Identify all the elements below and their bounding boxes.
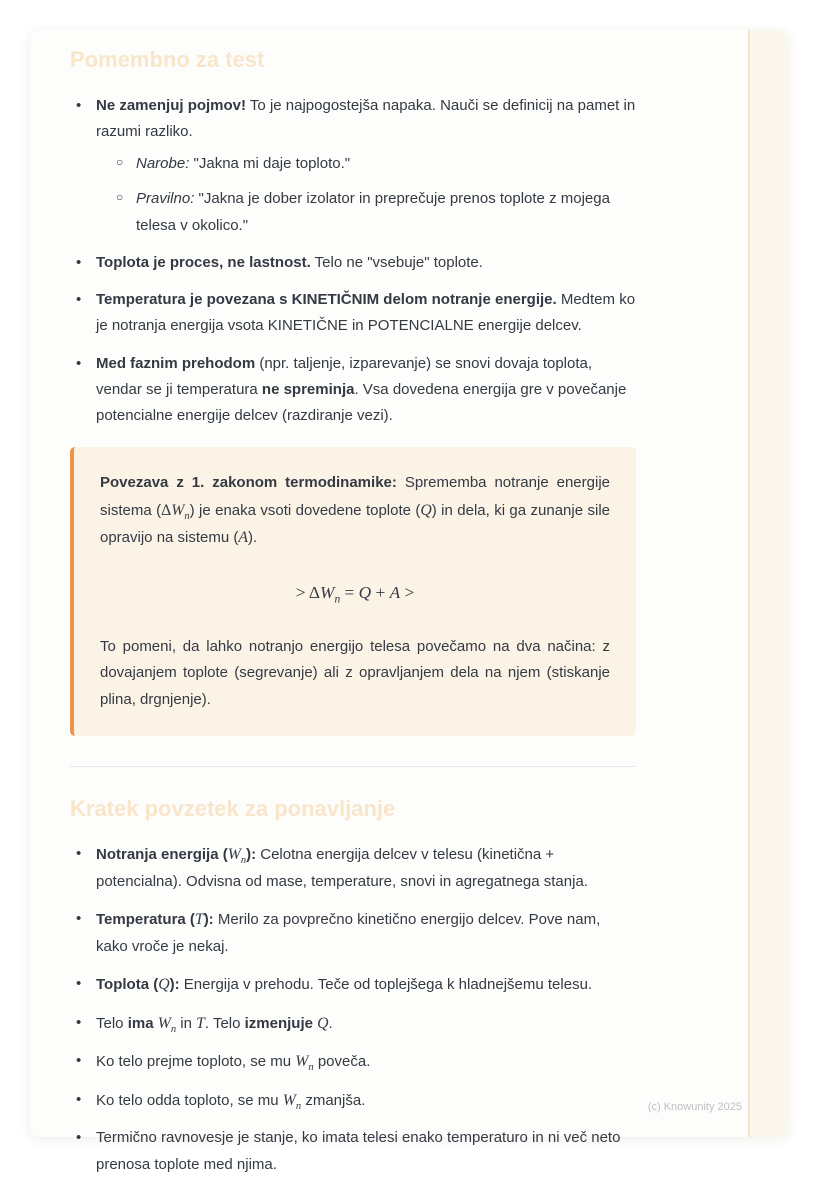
list-item [70, 93, 636, 239]
text-segment: + [371, 582, 390, 602]
text-segment: Ne zamenjuj pojmov! [96, 96, 247, 114]
text-segment: n [240, 855, 247, 867]
text-segment: Celotna energija delcev v telesu (kinetična + potencialna). Odvisna od mase, temperature, snovi in agregatnega stanja. [96, 846, 588, 890]
text-segment: ). [248, 529, 258, 547]
text-segment: in [176, 1014, 197, 1032]
bullet-list [70, 841, 636, 1177]
bullet-marker-icon: • [76, 96, 82, 114]
text-segment: ): [246, 846, 257, 864]
text-segment: n [295, 1100, 302, 1112]
sub-bullet-list [110, 151, 636, 239]
list-item-text [96, 1129, 620, 1172]
text-segment: T [194, 911, 204, 929]
text-segment: Pravilno: [136, 190, 195, 208]
text-segment: ): [169, 976, 180, 993]
bullet-marker-icon: • [76, 1129, 82, 1147]
text-segment: W [171, 501, 185, 519]
text-segment: = [340, 582, 359, 602]
list-item [70, 841, 636, 895]
callout-paragraph [100, 634, 610, 713]
text-segment: To je najpogostejša napaka. Nauči se definicij na pamet in razumi razliko. [96, 96, 636, 140]
bullet-marker-icon: • [76, 1013, 82, 1031]
text-segment: A [389, 582, 401, 602]
list-item [70, 1010, 636, 1038]
bullet-marker-icon: • [76, 845, 82, 863]
text-segment: "Jakna je dober izolator in preprečuje prenos toplote z mojega telesa v okolico." [136, 190, 610, 234]
callout-paragraph [100, 470, 610, 551]
list-item [70, 1048, 636, 1076]
text-segment: Medtem ko je notranja energija vsota KINETIČNE in POTENCIALNE energije delcev. [96, 291, 636, 335]
text-segment: n [308, 1062, 314, 1074]
text-segment: ): [203, 911, 214, 929]
list-item-text [96, 846, 588, 890]
list-item-text [96, 976, 592, 993]
list-item [110, 151, 636, 177]
list-item-text [96, 1053, 371, 1074]
section-heading: Kratek povzetek za ponavljanje [70, 795, 396, 821]
list-item-text [96, 254, 483, 271]
document-content [70, 46, 636, 1189]
list-item [70, 971, 636, 999]
bullet-marker-icon: • [76, 1052, 82, 1070]
text-segment: Δ [161, 501, 172, 519]
text-segment: W [227, 846, 241, 864]
list-item [110, 186, 636, 239]
copyright-watermark: (c) Knowunity 2025 [647, 1101, 742, 1113]
list-item-text [96, 97, 635, 140]
text-segment: . [328, 1014, 333, 1032]
text-segment: Q [317, 1014, 329, 1032]
text-segment: ) in dela, ki ga zunanje sile opravijo na sistemu ( [100, 501, 610, 547]
text-segment: ima [127, 1014, 154, 1032]
list-item-text [96, 291, 635, 334]
list-item-text [96, 1014, 333, 1035]
text-segment: . Telo [204, 1014, 245, 1032]
text-segment: W [295, 1053, 309, 1071]
text-segment: Temperatura je povezana s KINETIČNIM delom notranje energije. [96, 291, 557, 309]
text-segment: Sprememba notranje energije sistema ( [100, 474, 610, 519]
bullet-list [70, 93, 636, 430]
text-segment: > [400, 582, 415, 602]
text-segment: Q [158, 976, 170, 993]
list-item-text [96, 911, 600, 955]
text-segment: > Δ [295, 582, 321, 602]
text-segment: Q [420, 501, 432, 519]
bullet-marker-icon: • [76, 354, 82, 372]
list-item [70, 351, 636, 430]
bullet-marker-icon: • [76, 975, 82, 992]
text-segment: Toplota je proces, ne lastnost. [96, 253, 311, 271]
text-segment: Ko telo odda toploto, se mu [96, 1091, 283, 1109]
text-segment: Telo [96, 1014, 128, 1032]
text-segment: Med faznim prehodom [96, 354, 256, 372]
formula [100, 578, 610, 608]
text-segment: Toplota ( [96, 976, 159, 993]
text-segment: poveča. [313, 1053, 371, 1071]
text-segment: W [282, 1091, 296, 1109]
text-segment: Merilo za povprečno kinetično energijo delcev. Pove nam, kako vroče je nekaj. [96, 911, 601, 955]
document-page [30, 30, 788, 1173]
text-segment: Povezava z 1. zakonom termodinamike: [100, 474, 397, 492]
list-item [70, 906, 636, 960]
list-item [70, 1125, 636, 1178]
text-segment: A [238, 529, 249, 547]
text-segment: Ko telo prejme toploto, se mu [96, 1053, 296, 1071]
list-item [70, 287, 636, 340]
text-segment: ) je enaka vsoti dovedene toplote ( [189, 501, 421, 519]
text-segment: Narobe: [136, 155, 190, 173]
bullet-marker-icon: ○ [116, 155, 124, 170]
callout-box [70, 447, 636, 735]
text-segment: n [334, 593, 341, 606]
text-segment: Q [358, 582, 372, 602]
text-segment: Notranja energija ( [96, 846, 228, 864]
list-item [70, 1087, 636, 1115]
text-segment: Temperatura ( [96, 911, 195, 929]
text-segment: ne spreminja [261, 380, 355, 398]
section-heading: Pomembno za test [70, 47, 265, 72]
text-segment: n [170, 1023, 177, 1035]
text-segment: . Vsa dovedena energija gre v povečanje potencialne energije delcev (razdiranje vezi). [96, 380, 627, 425]
text-segment: Telo ne "vsebuje" toplote. [310, 253, 483, 271]
text-segment: (npr. taljenje, izparevanje) se snovi dovaja toplota, vendar se ji temperatura [96, 354, 593, 398]
text-segment: Energija v prehodu. Teče od toplejšega k hladnejšemu telesu. [179, 976, 593, 993]
text-segment: Termično ravnovesje je stanje, ko imata telesi enako temperaturo in ni več neto prenosa toplote med njima. [96, 1129, 621, 1173]
bullet-marker-icon: ○ [116, 190, 124, 205]
bullet-marker-icon: • [76, 291, 82, 309]
bullet-marker-icon: • [76, 910, 82, 928]
list-item-text [96, 1091, 366, 1112]
text-segment: T [196, 1014, 205, 1032]
next-page-edge [748, 30, 788, 1137]
text-segment: izmenjuje [244, 1014, 313, 1032]
text-segment: n [184, 510, 190, 522]
list-item-text [136, 155, 350, 172]
bullet-marker-icon: • [76, 1090, 82, 1108]
text-segment: zmanjša. [301, 1091, 366, 1109]
list-item-text [136, 190, 610, 233]
text-segment: "Jakna mi daje toploto." [189, 155, 351, 173]
list-item-text [96, 355, 626, 425]
text-segment: W [157, 1014, 171, 1032]
text-segment: W [320, 582, 335, 602]
text-segment: To pomeni, da lahko notranjo energijo telesa povečamo na dva načina: z dovajanjem toplote (segrevanje) ali z opravljanjem dela na njem (stiskanje plina, drgnjenje). [100, 638, 610, 708]
section-divider [70, 766, 636, 767]
bullet-marker-icon: • [76, 253, 82, 271]
list-item [70, 250, 636, 276]
